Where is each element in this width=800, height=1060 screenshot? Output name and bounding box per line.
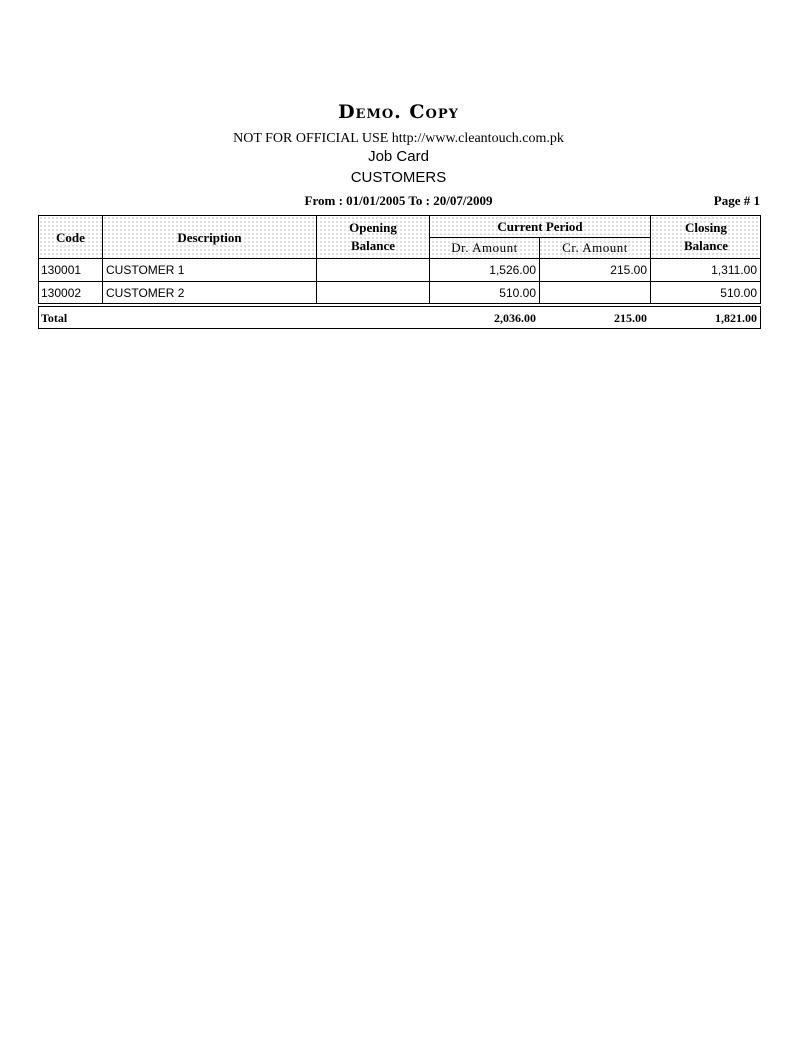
- table-row-2-closing: 510.00: [720, 286, 757, 300]
- column-header-closing-2: Balance: [683, 238, 729, 253]
- date-range: From : 01/01/2005 To : 20/07/2009: [304, 193, 493, 208]
- table-row-1-cr: 215.00: [610, 263, 647, 277]
- table-header: [38, 215, 761, 259]
- table-body: [38, 258, 761, 304]
- table-total-row: [38, 306, 761, 329]
- column-header-closing-1: Closing: [685, 220, 727, 235]
- column-header-opening-2: Balance: [350, 238, 396, 253]
- official-use-notice: NOT FOR OFFICIAL USE http://www.cleantouch.com.pk: [233, 131, 564, 146]
- table-row-1-dr: 1,526.00: [489, 263, 536, 277]
- table-row-2-dr: 510.00: [499, 286, 536, 300]
- table-row-2-description: CUSTOMER 2: [106, 286, 185, 300]
- column-header-description: Description: [177, 230, 242, 245]
- table-row-2-code: 130002: [41, 286, 82, 300]
- total-dr: 2,036.00: [494, 311, 536, 325]
- table-row-1-description: CUSTOMER 1: [106, 263, 185, 277]
- column-header-cr-amount: Cr. Amount: [562, 240, 628, 255]
- table-row-1-closing: 1,311.00: [711, 263, 757, 277]
- column-header-dr-amount: Dr. Amount: [451, 240, 518, 255]
- table-row-1-code: 130001: [41, 263, 82, 277]
- page-number: Page # 1: [713, 193, 760, 208]
- total-cr: 215.00: [614, 311, 647, 325]
- demo-copy-watermark: Demo. Copy: [338, 101, 459, 123]
- report-title: Job Card: [368, 148, 429, 165]
- total-label: Total: [41, 311, 68, 325]
- column-header-code: Code: [56, 230, 85, 245]
- column-header-current-period: Current Period: [497, 219, 583, 234]
- column-header-opening-1: Opening: [349, 220, 397, 235]
- report-subtitle: CUSTOMERS: [350, 169, 447, 186]
- total-closing: 1,821.00: [715, 311, 757, 325]
